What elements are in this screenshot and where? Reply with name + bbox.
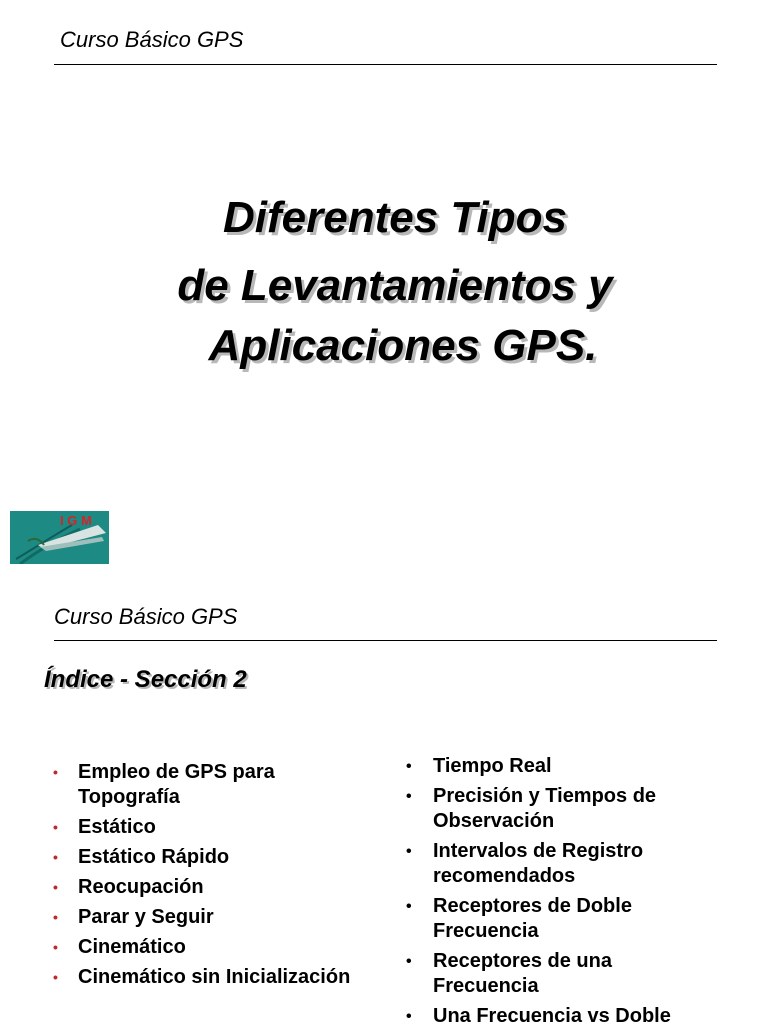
slide-index (0, 590, 768, 1024)
list-item (406, 754, 723, 779)
title-line-3: Aplicaciones GPS. (208, 321, 598, 370)
section-title: Índice - Sección 2 (44, 666, 247, 693)
list-item-text: Estático (78, 816, 156, 838)
header-divider (54, 64, 717, 65)
list-item (406, 894, 723, 944)
bullet-icon: • (53, 764, 58, 780)
index-list-right (406, 754, 723, 1024)
list-item (406, 949, 723, 999)
list-item (53, 815, 378, 840)
list-item (53, 845, 378, 870)
title-line-2: de Levantamientos y (177, 261, 613, 310)
list-item-text: Reocupación (78, 876, 204, 898)
list-item (53, 905, 378, 930)
header-divider (54, 640, 717, 641)
list-item-text: Cinemático sin Inicialización (78, 966, 351, 988)
bullet-icon: • (53, 969, 58, 985)
list-item-text: Receptores de Doble Frecuencia (433, 895, 632, 942)
list-item-text: Una Frecuencia vs Doble (433, 1005, 671, 1024)
list-item-text: Parar y Seguir (78, 906, 214, 928)
index-list-left (53, 760, 378, 995)
list-item (406, 1004, 723, 1024)
bullet-icon: • (53, 909, 58, 925)
title-line-1: Diferentes Tipos (223, 193, 567, 242)
list-item-text: Estático Rápido (78, 846, 230, 868)
list-item-text: Precisión y Tiempos de Observación (433, 785, 657, 832)
list-item-text: Intervalos de Registro recomendados (433, 840, 644, 887)
list-item (406, 784, 723, 834)
igm-logo (10, 511, 109, 564)
list-item-text: Receptores de una Frecuencia (433, 950, 612, 997)
list-item (406, 839, 723, 889)
logo-text: I G M (60, 513, 92, 528)
list-item (53, 875, 378, 900)
bullet-icon: • (53, 879, 58, 895)
slide-header: Curso Básico GPS (60, 27, 244, 52)
bullet-icon: • (53, 819, 58, 835)
bullet-icon: • (406, 1008, 412, 1024)
bullet-icon: • (406, 758, 412, 775)
bullet-icon: • (406, 843, 412, 860)
bullet-icon: • (53, 939, 58, 955)
slide-title-text (0, 188, 768, 376)
bullet-icon: • (406, 953, 412, 970)
list-item (53, 935, 378, 960)
slide-header: Curso Básico GPS (54, 604, 238, 629)
list-item (53, 760, 378, 810)
list-item-text: Tiempo Real (433, 755, 552, 777)
list-item-text: Cinemático (78, 936, 186, 958)
bullet-icon: • (406, 898, 412, 915)
bullet-icon: • (406, 788, 412, 805)
list-item-text: Empleo de GPS para Topografía (78, 761, 275, 808)
list-item (53, 965, 378, 990)
bullet-icon: • (53, 849, 58, 865)
